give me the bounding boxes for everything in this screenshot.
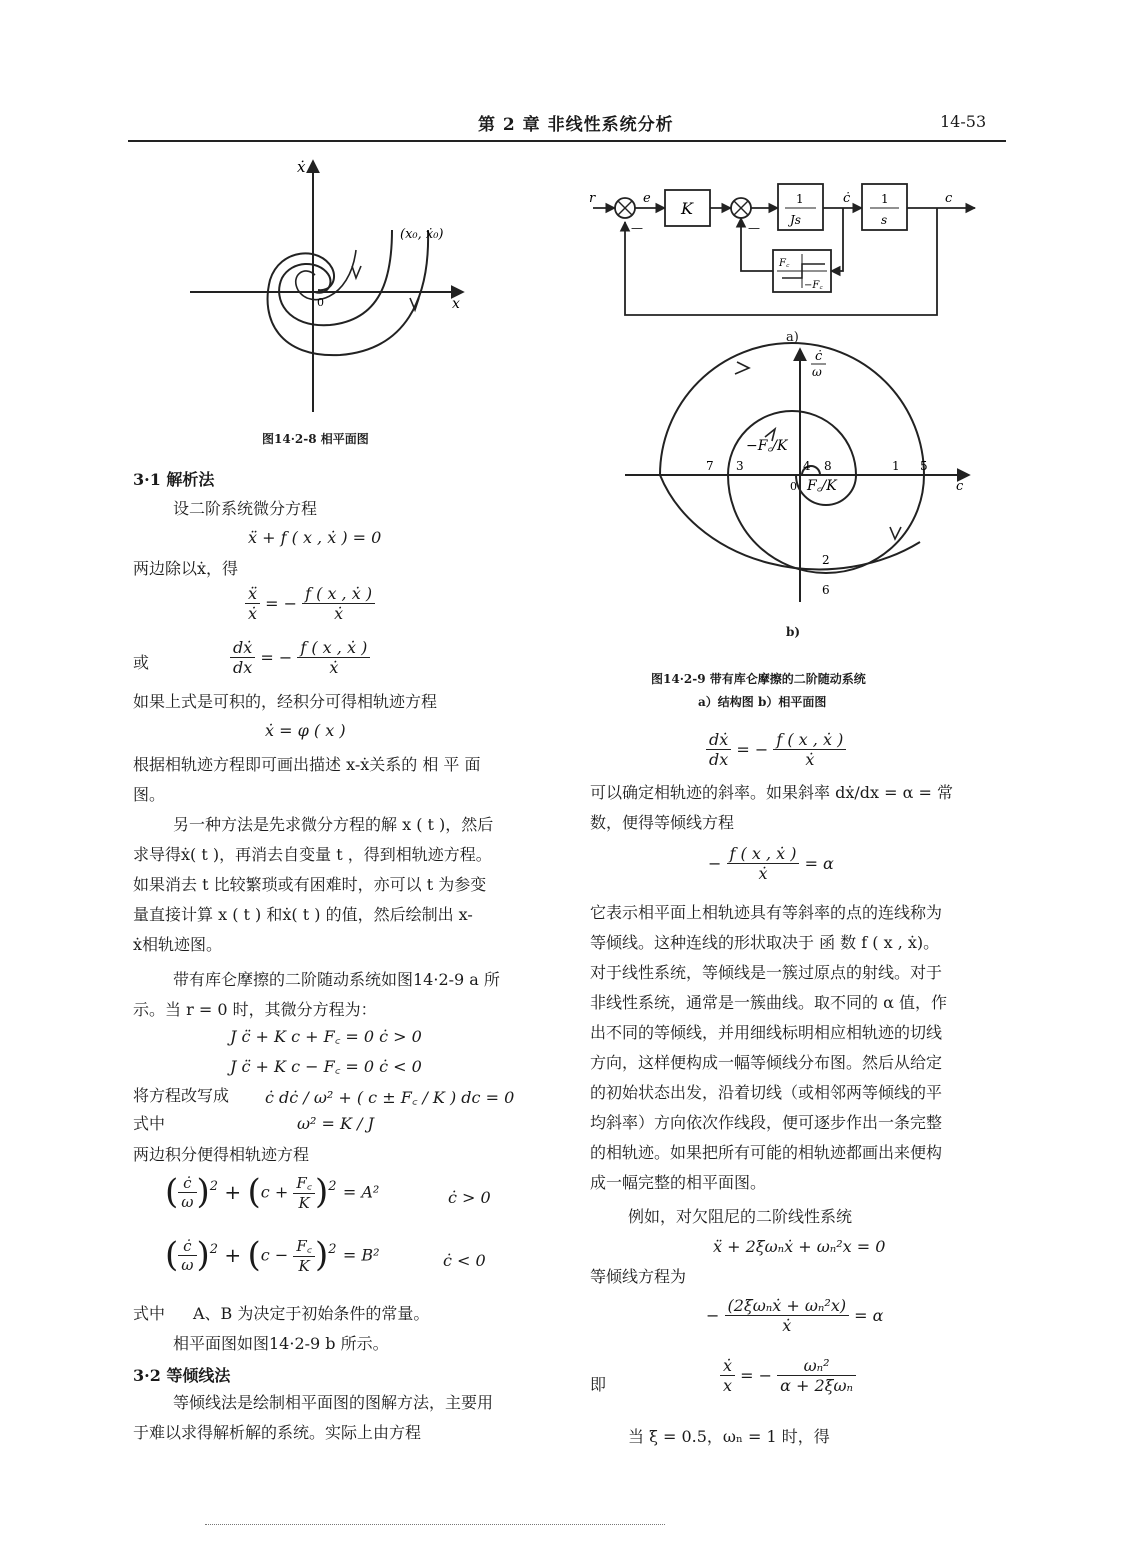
isocline-line: 的初始状态出发，沿着切线（或相邻两等倾线的平 bbox=[590, 1083, 943, 1102]
slope-line: 可以确定相轨迹的斜率。如果斜率 dẋ/dx = α = 常 bbox=[590, 783, 953, 802]
c-axis-label: c bbox=[956, 479, 964, 494]
subfigure-b-label: b) bbox=[786, 625, 801, 639]
y-axis-label: ẋ bbox=[297, 158, 306, 176]
origin-label-2: 0 bbox=[790, 480, 797, 493]
eq8-den: ẋ bbox=[758, 864, 768, 883]
para2-line: 另一种方法是先求微分方程的解 x ( t )，然后 bbox=[173, 815, 494, 834]
isocline-line: 的相轨迹。如果把所有可能的相轨迹都画出来便构 bbox=[590, 1143, 943, 1162]
eq6b-condition: ċ < 0 bbox=[443, 1251, 486, 1270]
signal-r-label: r bbox=[589, 191, 596, 206]
isocline-paragraph bbox=[590, 898, 1010, 1198]
svg-text:—: — bbox=[631, 221, 643, 235]
para3-line: 示。当 r = 0 时，其微分方程为： bbox=[133, 1000, 377, 1019]
isocline-line: 方向，这样便构成一幅等倾线分布图。然后从给定 bbox=[590, 1053, 943, 1072]
block-Js-numerator: 1 bbox=[796, 192, 804, 206]
equation-6a: ( $\frac{ċ}{\omega}$ )$^2$ + (c + $\frac{F꜀}{K}$ )$^2$ = A² bbox=[165, 1172, 380, 1212]
eq10-den: ẋ bbox=[782, 1316, 792, 1335]
equation-5b: J c̈ + K c − F꜀ = 0 ċ < 0 bbox=[230, 1057, 422, 1076]
friction-minus-Fc-label: −F꜀ bbox=[804, 280, 823, 291]
equation-1: ẍ + f ( x , ẋ ) = 0 bbox=[248, 528, 382, 547]
equation-7: $\frac{\text{dẋ}}{dx}$ = − $\frac{\text{f ( x , ẋ )}}{\text{ẋ}}$ bbox=[706, 730, 846, 769]
eq6a-condition: ċ > 0 bbox=[448, 1188, 491, 1207]
isocline-line: 均斜率）方向依次作线段，便可逐步作出一条完整 bbox=[590, 1113, 943, 1132]
where-label: 式中 bbox=[133, 1114, 166, 1133]
point-5-label: 5 bbox=[920, 459, 928, 473]
isocline-line: 成一幅完整的相平面图。 bbox=[590, 1173, 767, 1192]
point-3-label: 3 bbox=[736, 459, 744, 473]
equation-5a: J c̈ + K c + F꜀ = 0 ċ > 0 bbox=[230, 1027, 422, 1046]
eq2-rhs-den: ẋ bbox=[334, 604, 344, 623]
neg-Fc-over-K-label: −F꜀/K bbox=[746, 438, 788, 454]
rewrite-label: 将方程改写成 bbox=[133, 1086, 230, 1105]
eq2-lhs-den: ẋ bbox=[248, 604, 258, 623]
or-text: 或 bbox=[133, 653, 150, 672]
header-rule bbox=[128, 140, 1006, 142]
eq11-lhs-den: x bbox=[723, 1376, 733, 1395]
equation-6b: ( $\frac{ċ}{\omega}$ )$^2$ + (c − $\frac{F꜀}{K}$ )$^2$ = B² bbox=[165, 1235, 380, 1275]
eq11-rhs-num: ωₙ² bbox=[777, 1356, 856, 1376]
svg-text:—: — bbox=[748, 221, 760, 235]
Fc-over-K-label: F꜀/K bbox=[807, 478, 837, 494]
equation-2: $\frac{\text{ẍ}}{\text{ẋ}}$ = − $\frac{\text{f ( x , ẋ )}}{\text{ẋ}}$ bbox=[245, 584, 375, 623]
eq7-rhs-den: ẋ bbox=[805, 750, 815, 769]
page-number: 14-53 bbox=[940, 112, 987, 131]
block-diagram bbox=[585, 170, 985, 340]
divide-text: 两边除以ẋ，得 bbox=[133, 559, 239, 578]
eq3-rhs-num: f ( x , ẋ ) bbox=[297, 638, 370, 658]
signal-e-label: e bbox=[643, 191, 651, 206]
eq10-num: (2ξωₙẋ + ωₙ²x) bbox=[725, 1296, 850, 1316]
integrate-text: 两边积分便得相轨迹方程 bbox=[133, 1145, 310, 1164]
reference-text: 相平面图如图14·2-9 b 所示。 bbox=[173, 1334, 389, 1353]
integrable-text: 如果上式是可积的，经积分可得相轨迹方程 bbox=[133, 692, 438, 711]
trajectory-arrow-icon bbox=[890, 527, 901, 539]
isocline-intro-paragraph bbox=[133, 1388, 553, 1448]
bottom-rule bbox=[205, 1524, 665, 1525]
block-Js-denominator: Js bbox=[790, 213, 801, 227]
chapter-title: 第 2 章 非线性系统分析 bbox=[478, 115, 674, 135]
slope-line: 数，便得等倾线方程 bbox=[590, 813, 735, 832]
block-s-denominator: s bbox=[881, 213, 888, 227]
slope-paragraph bbox=[590, 778, 1010, 838]
point-8-label: 8 bbox=[824, 459, 832, 473]
eq3-lhs-num: dẋ bbox=[230, 638, 255, 658]
eq7-lhs-num: dẋ bbox=[706, 730, 731, 750]
start-point-label: (x₀, ẋ₀) bbox=[400, 227, 444, 242]
eq8-num: f ( x , ẋ ) bbox=[727, 844, 800, 864]
coulomb-paragraph bbox=[133, 965, 553, 1025]
section-3-1-heading: 3·1 解析法 bbox=[133, 470, 215, 489]
block-K-label: K bbox=[681, 199, 693, 218]
eq7-rhs-num: f ( x , ẋ ) bbox=[773, 730, 846, 750]
point-6-label: 6 bbox=[822, 583, 830, 597]
figure-2-subcaption: a）结构图 b）相平面图 bbox=[698, 695, 827, 709]
sec32-line: 于难以求得解析解的系统。实际上由方程 bbox=[133, 1423, 422, 1442]
final-text: 当 ξ = 0.5，ωₙ = 1 时，得 bbox=[628, 1427, 830, 1446]
example-text: 例如，对欠阻尼的二阶线性系统 bbox=[628, 1207, 853, 1226]
eq6b-rhs: = B² bbox=[342, 1245, 380, 1265]
method2-paragraph bbox=[133, 810, 553, 960]
para2-line: 求导得ẋ( t )，再消去自变量 t ，得到相轨迹方程。 bbox=[133, 845, 492, 864]
isocline-line: 出不同的等倾线，并用细线标明相应相轨迹的切线 bbox=[590, 1023, 943, 1042]
rewrite-equation: ċ dċ / ω² + ( c ± F꜀ / K ) dc = 0 bbox=[265, 1088, 515, 1107]
cdot-axis-label-num: ċ bbox=[815, 349, 823, 364]
signal-c-label: c bbox=[945, 191, 953, 206]
equation-3: $\frac{\text{dẋ}}{dx}$ = − $\frac{\text{f ( x , ẋ )}}{\text{ẋ}}$ bbox=[230, 638, 370, 677]
equation-8: − $\frac{\text{f ( x , ẋ )}}{\text{ẋ}}$ = α bbox=[708, 844, 834, 883]
point-7-label: 7 bbox=[706, 459, 714, 473]
para3-line: 带有库仑摩擦的二阶随动系统如图14·2-9 a 所 bbox=[173, 970, 500, 989]
equation-11: $\frac{\text{ẋ}}{x}$ = − $\frac{\text{ωₙ²}}{\text{α + 2ξωₙ}}$ bbox=[720, 1356, 856, 1395]
trajectory-arrow-icon bbox=[352, 266, 361, 278]
where-equation: ω² = K / J bbox=[297, 1114, 374, 1133]
figure-1-caption: 图14·2-8 相平面图 bbox=[262, 432, 369, 446]
x-axis-label: x bbox=[452, 296, 460, 312]
eq8-rhs: = α bbox=[804, 854, 834, 873]
friction-Fc-label: F꜀ bbox=[779, 258, 790, 269]
para2-line: 如果消去 t 比较繁琐或有困难时，亦可以 t 为参变 bbox=[133, 875, 487, 894]
eq11-rhs-den: α + 2ξωₙ bbox=[780, 1376, 854, 1395]
phase-plane-figure-1 bbox=[180, 150, 480, 420]
isocline-line: 非线性系统，通常是一簇曲线。取不同的 α 值，作 bbox=[590, 993, 947, 1012]
draw-text-2: 图。 bbox=[133, 785, 166, 804]
eq6a-rhs: = A² bbox=[342, 1182, 380, 1202]
cdot-axis-label-den: ω bbox=[812, 365, 822, 379]
eq2-rhs-num: f ( x , ẋ ) bbox=[302, 584, 375, 604]
ji-label: 即 bbox=[590, 1375, 607, 1394]
equation-9: ẍ + 2ξωₙẋ + ωₙ²x = 0 bbox=[713, 1237, 886, 1256]
eq11-lhs-num: ẋ bbox=[720, 1356, 735, 1376]
isocline-eq-text: 等倾线方程为 bbox=[590, 1267, 687, 1286]
figure-2-caption: 图14·2-9 带有库仑摩擦的二阶随动系统 bbox=[651, 672, 866, 686]
intro-text: 设二阶系统微分方程 bbox=[173, 499, 318, 518]
eq3-lhs-den: dx bbox=[233, 658, 253, 677]
block-s-numerator: 1 bbox=[881, 192, 889, 206]
point-1-label: 1 bbox=[892, 459, 900, 473]
isocline-line: 对于线性系统，等倾线是一簇过原点的射线。对于 bbox=[590, 963, 943, 982]
section-3-2-heading: 3·2 等倾线法 bbox=[133, 1366, 231, 1385]
subfigure-a-label: a) bbox=[786, 330, 799, 345]
draw-text-1: 根据相轨迹方程即可画出描述 x-ẋ关系的 相 平 面 bbox=[133, 755, 481, 774]
point-2-label: 2 bbox=[822, 553, 830, 567]
sec32-line: 等倾线法是绘制相平面图的图解方法，主要用 bbox=[173, 1393, 494, 1412]
equation-10: − $\frac{\text{(2ξωₙẋ + ωₙ²x)}}{\text{ẋ}}$ = α bbox=[706, 1296, 884, 1335]
trajectory-arrow-icon bbox=[410, 298, 419, 310]
eq3-rhs-den: ẋ bbox=[329, 658, 339, 677]
where2-text: A、B 为决定于初始条件的常量。 bbox=[193, 1304, 430, 1323]
isocline-line: 它表示相平面上相轨迹具有等斜率的点的连线称为 bbox=[590, 903, 943, 922]
isocline-line: 等倾线。这种连线的形状取决于 函 数 f ( x , ẋ)。 bbox=[590, 933, 940, 952]
eq10-rhs: = α bbox=[854, 1306, 884, 1325]
trajectory-arrow-icon bbox=[735, 362, 749, 374]
signal-cdot-label: ċ bbox=[843, 191, 851, 206]
para2-line: ẋ相轨迹图。 bbox=[133, 935, 223, 954]
origin-label: 0 bbox=[317, 296, 324, 309]
point-4-label: 4 bbox=[803, 459, 811, 473]
eq7-lhs-den: dx bbox=[709, 750, 729, 769]
where2-label: 式中 bbox=[133, 1304, 166, 1323]
phase-plane-figure-2 bbox=[620, 342, 980, 627]
upper-arc-7-5 bbox=[660, 343, 924, 475]
eq2-lhs-num: ẍ bbox=[245, 584, 260, 604]
para2-line: 量直接计算 x ( t ) 和ẋ( t ) 的值，然后绘制出 x- bbox=[133, 905, 473, 924]
equation-4: ẋ = φ ( x ) bbox=[265, 721, 346, 740]
